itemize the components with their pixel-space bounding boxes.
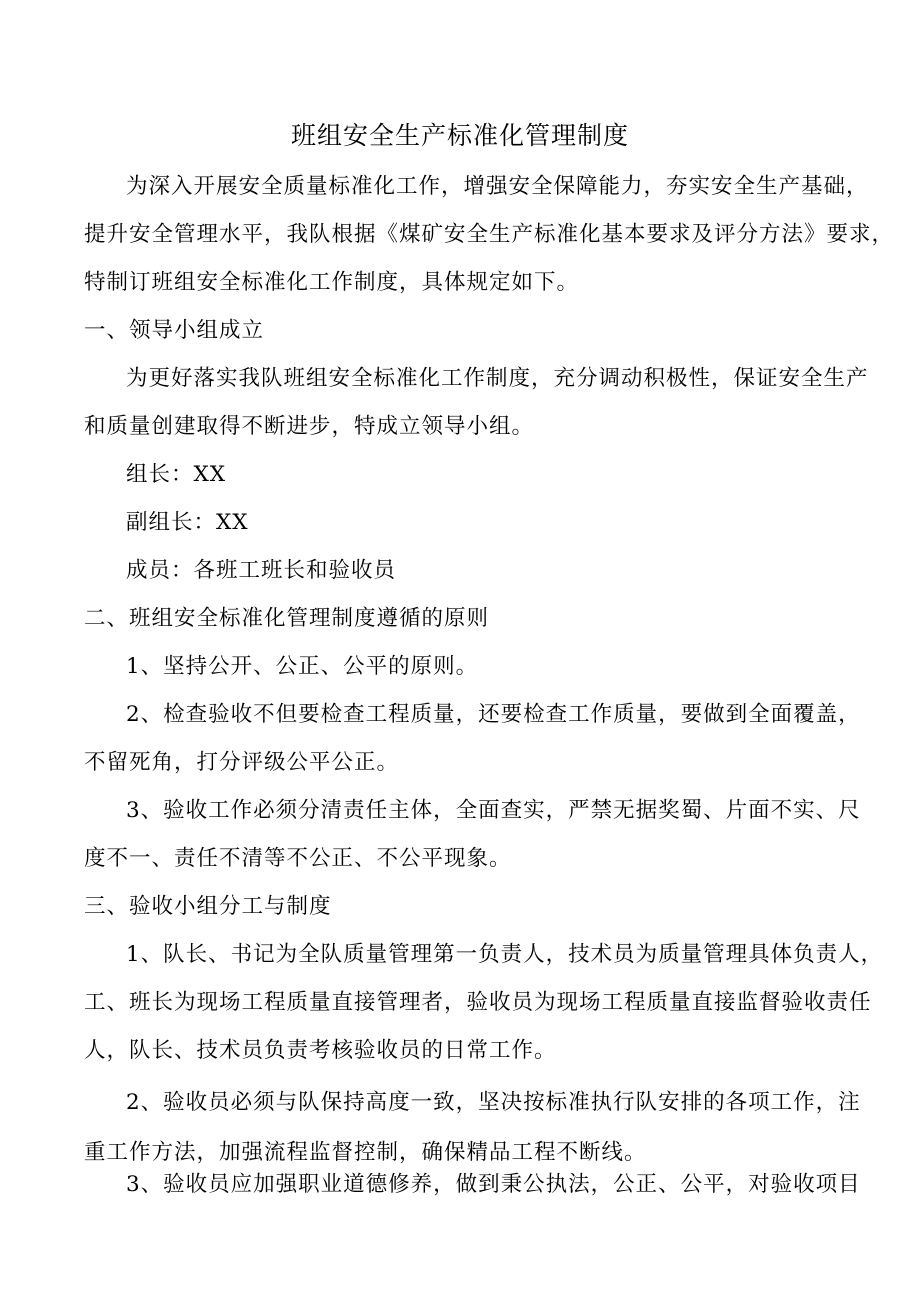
- intro-line-2: 提升安全管理水平，我队根据《煤矿安全生产标准化基本要求及评分方法》要求，: [84, 222, 895, 247]
- section-2-item-2-line-1: 2、检查验收不但要检查工程质量，还要检查工作质量，要做到全面覆盖，: [126, 702, 861, 727]
- intro-line-3: 特制订班组安全标准化工作制度，具体规定如下。: [84, 270, 580, 295]
- group-members: 成员：各班工班长和验收员: [126, 558, 397, 583]
- section-1-heading: 一、领导小组成立: [84, 318, 265, 343]
- section-3-item-1-line-2: 工、班长为现场工程质量直接管理者，验收员为现场工程质量直接监督验收责任: [84, 990, 872, 1015]
- intro-line-1: 为深入开展安全质量标准化工作，增强安全保障能力，夯实安全生产基础，: [126, 174, 869, 199]
- section-2-item-3-line-2: 度不一、责任不清等不公正、不公平现象。: [84, 846, 512, 871]
- document-title: 班组安全生产标准化管理制度: [290, 121, 629, 150]
- section-2-item-1: 1、坚持公开、公正、公平的原则。: [126, 654, 479, 679]
- group-leader: 组长：XX: [126, 462, 227, 487]
- section-3-heading: 三、验收小组分工与制度: [84, 894, 332, 919]
- section-3-item-2-line-1: 2、验收员必须与队保持高度一致，坚决按标准执行队安排的各项工作，注: [126, 1090, 861, 1115]
- section-2-item-3-line-1: 3、验收工作必须分清责任主体，全面查实，严禁无据奖蜀、片面不实、尺: [126, 798, 861, 823]
- section-1-para-line-2: 和质量创建取得不断进步，特成立领导小组。: [84, 414, 535, 439]
- group-deputy: 副组长：XX: [126, 510, 249, 535]
- section-3-item-1-line-1: 1、队长、书记为全队质量管理第一负责人，技术员为质量管理具体负责人，: [126, 942, 884, 967]
- section-2-item-2-line-2: 不留死角，打分评级公平公正。: [84, 750, 400, 775]
- section-3-item-2-line-2: 重工作方法，加强流程监督控制，确保精品工程不断线。: [84, 1140, 647, 1165]
- section-3-item-1-line-3: 人，队长、技术员负责考核验收员的日常工作。: [84, 1038, 557, 1063]
- section-3-item-3-line-1: 3、验收员应加强职业道德修养，做到秉公执法，公正、公平，对验收项目: [126, 1172, 861, 1197]
- section-1-para-line-1: 为更好落实我队班组安全标准化工作制度，充分调动积极性，保证安全生产: [126, 366, 869, 391]
- section-2-heading: 二、班组安全标准化管理制度遵循的原则: [84, 606, 490, 631]
